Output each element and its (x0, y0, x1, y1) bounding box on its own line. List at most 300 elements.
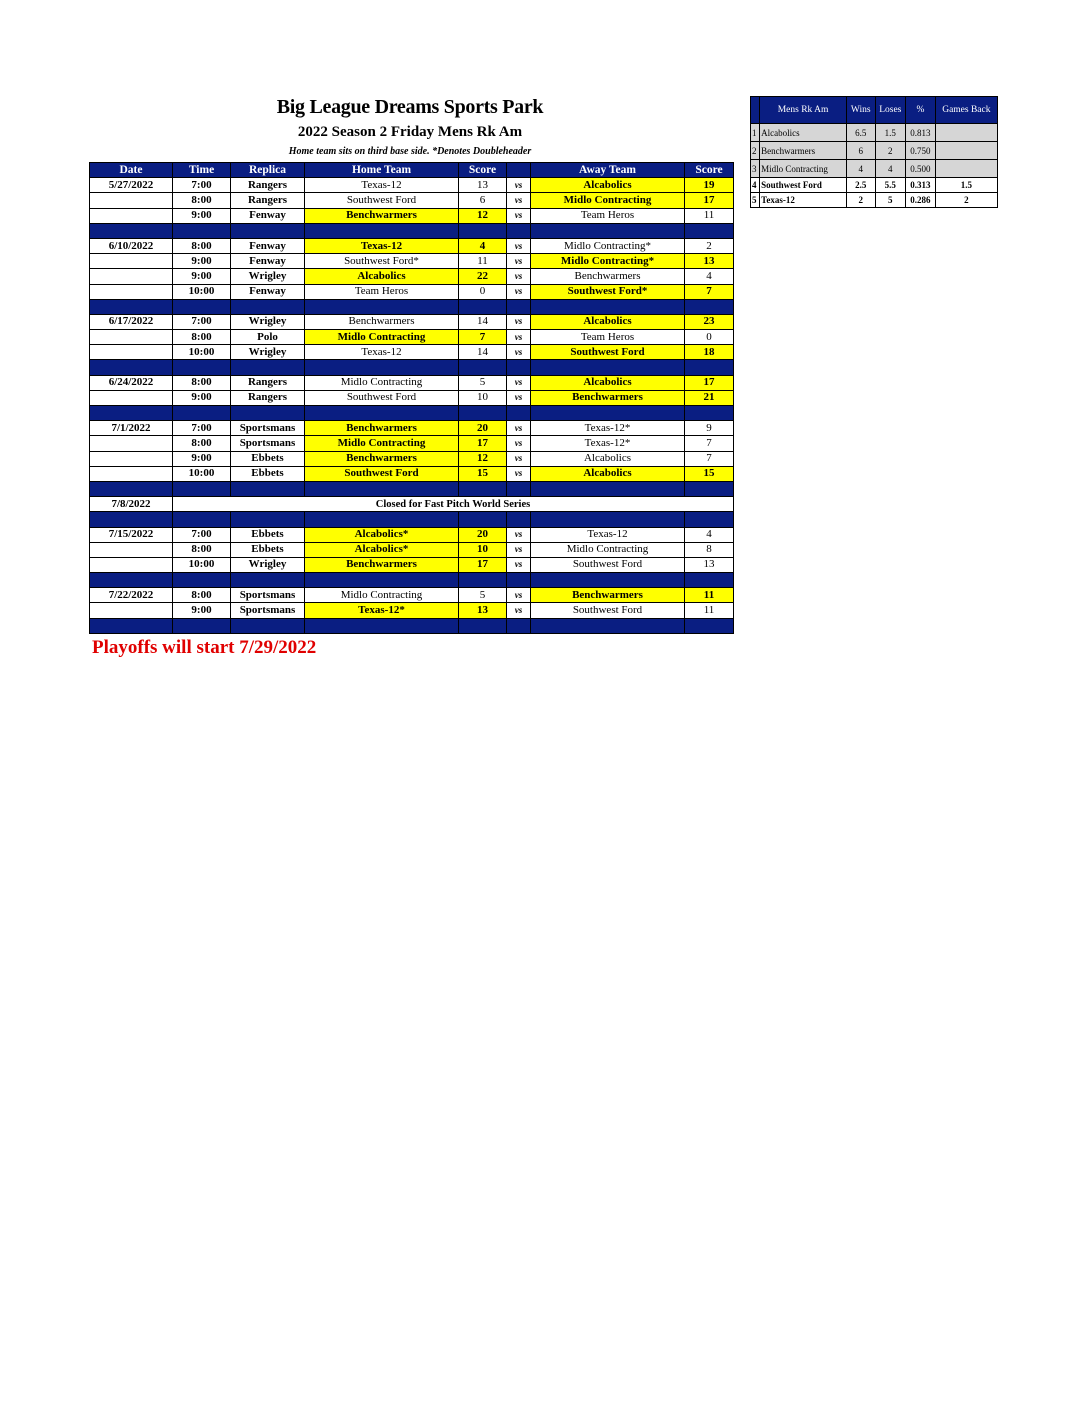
wins-cell: 6.5 (846, 124, 875, 142)
home-score-cell: 11 (459, 254, 507, 269)
vs-cell: vs (507, 466, 531, 481)
pct-cell: 0.286 (906, 193, 936, 208)
vs-cell: vs (507, 527, 531, 542)
separator-cell (685, 573, 734, 588)
home-team-cell: Benchwarmers (305, 314, 459, 329)
separator-cell (173, 618, 231, 633)
separator-cell (231, 618, 305, 633)
pct-cell: 0.500 (906, 160, 936, 178)
separator-cell (507, 512, 531, 527)
date-cell (90, 269, 173, 284)
separator-cell (173, 512, 231, 527)
separator-row (90, 223, 734, 238)
separator-cell (459, 573, 507, 588)
standings-row (751, 160, 998, 178)
schedule-header-row (90, 163, 734, 178)
replica-cell: Fenway (231, 254, 305, 269)
vs-cell: vs (507, 557, 531, 572)
pct-cell: 0.313 (906, 178, 936, 193)
game-row (90, 178, 734, 193)
home-team-cell: Midlo Contracting (305, 330, 459, 345)
team-cell: Midlo Contracting (760, 160, 847, 178)
games-back-cell: 2 (935, 193, 997, 208)
away-team-cell: Midlo Contracting (531, 193, 685, 208)
separator-cell (459, 618, 507, 633)
playoffs-notice: Playoffs will start 7/29/2022 (92, 637, 317, 658)
home-score-cell: 13 (459, 178, 507, 193)
pct-cell: 0.750 (906, 142, 936, 160)
away-team-cell: Texas-12 (531, 527, 685, 542)
home-team-cell: Texas-12 (305, 238, 459, 253)
time-cell: 9:00 (173, 269, 231, 284)
vs-cell: vs (507, 238, 531, 253)
home-team-cell: Team Heros (305, 284, 459, 299)
column-header-away-team: Away Team (531, 163, 685, 178)
away-score-cell: 13 (685, 254, 734, 269)
team-cell: Benchwarmers (760, 142, 847, 160)
date-cell (90, 436, 173, 451)
away-score-cell: 7 (685, 451, 734, 466)
away-team-cell: Team Heros (531, 330, 685, 345)
time-cell: 8:00 (173, 330, 231, 345)
home-team-cell: Benchwarmers (305, 208, 459, 223)
date-cell (90, 330, 173, 345)
separator-cell (459, 406, 507, 421)
home-score-cell: 17 (459, 557, 507, 572)
home-score-cell: 10 (459, 542, 507, 557)
time-cell: 8:00 (173, 375, 231, 390)
away-score-cell: 19 (685, 178, 734, 193)
away-score-cell: 18 (685, 345, 734, 360)
separator-cell (507, 223, 531, 238)
home-team-cell: Southwest Ford (305, 193, 459, 208)
standings-row (751, 142, 998, 160)
time-cell: 10:00 (173, 466, 231, 481)
standings-header-pct: % (906, 97, 936, 124)
separator-cell (507, 406, 531, 421)
separator-cell (531, 618, 685, 633)
date-cell (90, 254, 173, 269)
home-score-cell: 12 (459, 451, 507, 466)
away-team-cell: Midlo Contracting (531, 542, 685, 557)
home-team-cell: Alcabolics* (305, 542, 459, 557)
away-team-cell: Southwest Ford (531, 345, 685, 360)
away-score-cell: 11 (685, 603, 734, 618)
team-cell: Texas-12 (760, 193, 847, 208)
vs-cell: vs (507, 588, 531, 603)
replica-cell: Fenway (231, 238, 305, 253)
replica-cell: Rangers (231, 375, 305, 390)
games-back-cell (935, 142, 997, 160)
separator-cell (305, 618, 459, 633)
vs-cell: vs (507, 436, 531, 451)
game-row (90, 542, 734, 557)
column-header-date: Date (90, 163, 173, 178)
home-score-cell: 14 (459, 345, 507, 360)
separator-row (90, 481, 734, 496)
separator-cell (459, 360, 507, 375)
separator-cell (531, 481, 685, 496)
date-cell (90, 390, 173, 405)
away-team-cell: Midlo Contracting* (531, 238, 685, 253)
home-score-cell: 6 (459, 193, 507, 208)
separator-cell (531, 223, 685, 238)
away-score-cell: 7 (685, 436, 734, 451)
separator-cell (305, 512, 459, 527)
time-cell: 8:00 (173, 588, 231, 603)
away-score-cell: 7 (685, 284, 734, 299)
date-cell: 7/15/2022 (90, 527, 173, 542)
separator-cell (90, 512, 173, 527)
replica-cell: Ebbets (231, 527, 305, 542)
away-team-cell: Benchwarmers (531, 588, 685, 603)
separator-cell (231, 512, 305, 527)
replica-cell: Sportsmans (231, 588, 305, 603)
replica-cell: Rangers (231, 193, 305, 208)
separator-cell (305, 360, 459, 375)
separator-cell (685, 360, 734, 375)
separator-cell (173, 360, 231, 375)
separator-cell (90, 223, 173, 238)
home-score-cell: 22 (459, 269, 507, 284)
date-cell (90, 557, 173, 572)
home-score-cell: 5 (459, 588, 507, 603)
time-cell: 8:00 (173, 238, 231, 253)
game-row (90, 254, 734, 269)
vs-cell: vs (507, 421, 531, 436)
separator-cell (173, 223, 231, 238)
away-score-cell: 2 (685, 238, 734, 253)
standings-row (751, 178, 998, 193)
date-cell (90, 193, 173, 208)
time-cell: 9:00 (173, 254, 231, 269)
time-cell: 9:00 (173, 451, 231, 466)
home-score-cell: 20 (459, 527, 507, 542)
separator-cell (685, 406, 734, 421)
separator-cell (173, 573, 231, 588)
home-team-cell: Southwest Ford (305, 390, 459, 405)
separator-cell (231, 223, 305, 238)
separator-cell (305, 299, 459, 314)
replica-cell: Wrigley (231, 557, 305, 572)
loses-cell: 2 (875, 142, 906, 160)
separator-cell (231, 360, 305, 375)
away-team-cell: Southwest Ford (531, 603, 685, 618)
date-cell (90, 345, 173, 360)
time-cell: 7:00 (173, 421, 231, 436)
wins-cell: 4 (846, 160, 875, 178)
loses-cell: 4 (875, 160, 906, 178)
time-cell: 8:00 (173, 542, 231, 557)
rank-cell: 2 (751, 142, 760, 160)
date-cell: 6/10/2022 (90, 238, 173, 253)
separator-cell (531, 299, 685, 314)
away-team-cell: Alcabolics (531, 178, 685, 193)
separator-cell (305, 406, 459, 421)
game-row (90, 208, 734, 223)
rank-cell: 3 (751, 160, 760, 178)
date-cell: 7/22/2022 (90, 588, 173, 603)
time-cell: 9:00 (173, 208, 231, 223)
home-score-cell: 20 (459, 421, 507, 436)
schedule-note: Home team sits on third base side. *Denotes Doubleheader (288, 146, 532, 157)
time-cell: 7:00 (173, 314, 231, 329)
away-score-cell: 9 (685, 421, 734, 436)
standings-header-loses: Loses (875, 97, 906, 124)
vs-cell: vs (507, 178, 531, 193)
game-row (90, 238, 734, 253)
vs-cell: vs (507, 345, 531, 360)
separator-cell (231, 406, 305, 421)
separator-cell (231, 573, 305, 588)
rank-cell: 1 (751, 124, 760, 142)
away-team-cell: Southwest Ford (531, 557, 685, 572)
date-cell: 7/8/2022 (90, 497, 173, 512)
home-team-cell: Midlo Contracting (305, 588, 459, 603)
vs-cell: vs (507, 284, 531, 299)
time-cell: 9:00 (173, 603, 231, 618)
game-row (90, 269, 734, 284)
vs-cell: vs (507, 269, 531, 284)
time-cell: 8:00 (173, 436, 231, 451)
home-team-cell: Benchwarmers (305, 421, 459, 436)
time-cell: 10:00 (173, 345, 231, 360)
standings-row (751, 124, 998, 142)
separator-cell (305, 223, 459, 238)
column-header-home-score: Score (459, 163, 507, 178)
date-cell (90, 451, 173, 466)
replica-cell: Wrigley (231, 314, 305, 329)
standings-header-division: Mens Rk Am (760, 97, 847, 124)
game-row (90, 390, 734, 405)
column-header-replica: Replica (231, 163, 305, 178)
home-team-cell: Alcabolics* (305, 527, 459, 542)
vs-cell: vs (507, 390, 531, 405)
replica-cell: Sportsmans (231, 421, 305, 436)
separator-row (90, 618, 734, 633)
separator-cell (90, 360, 173, 375)
separator-cell (531, 573, 685, 588)
separator-cell (507, 360, 531, 375)
wins-cell: 2 (846, 193, 875, 208)
separator-cell (305, 573, 459, 588)
separator-row (90, 406, 734, 421)
replica-cell: Rangers (231, 390, 305, 405)
standings-row (751, 193, 998, 208)
separator-row (90, 299, 734, 314)
home-team-cell: Texas-12 (305, 178, 459, 193)
away-score-cell: 8 (685, 542, 734, 557)
standings-header-row (751, 97, 998, 124)
game-row (90, 421, 734, 436)
separator-cell (90, 618, 173, 633)
wins-cell: 6 (846, 142, 875, 160)
standings-header-wins: Wins (846, 97, 875, 124)
home-score-cell: 0 (459, 284, 507, 299)
separator-cell (90, 481, 173, 496)
away-score-cell: 4 (685, 527, 734, 542)
separator-cell (507, 573, 531, 588)
separator-cell (90, 299, 173, 314)
vs-cell: vs (507, 330, 531, 345)
date-cell (90, 208, 173, 223)
vs-cell: vs (507, 193, 531, 208)
column-header-time: Time (173, 163, 231, 178)
away-team-cell: Benchwarmers (531, 269, 685, 284)
separator-cell (305, 481, 459, 496)
away-score-cell: 17 (685, 375, 734, 390)
closed-row (90, 497, 734, 512)
game-row (90, 451, 734, 466)
game-row (90, 588, 734, 603)
replica-cell: Sportsmans (231, 436, 305, 451)
separator-cell (531, 360, 685, 375)
home-score-cell: 17 (459, 436, 507, 451)
separator-cell (685, 618, 734, 633)
column-header-away-score: Score (685, 163, 734, 178)
home-team-cell: Texas-12* (305, 603, 459, 618)
game-row (90, 375, 734, 390)
away-score-cell: 23 (685, 314, 734, 329)
date-cell (90, 603, 173, 618)
pct-cell: 0.813 (906, 124, 936, 142)
separator-row (90, 360, 734, 375)
game-row (90, 345, 734, 360)
date-cell (90, 284, 173, 299)
away-team-cell: Alcabolics (531, 375, 685, 390)
column-header-home-team: Home Team (305, 163, 459, 178)
separator-row (90, 512, 734, 527)
away-score-cell: 21 (685, 390, 734, 405)
team-cell: Southwest Ford (760, 178, 847, 193)
home-score-cell: 12 (459, 208, 507, 223)
loses-cell: 5.5 (875, 178, 906, 193)
game-row (90, 557, 734, 572)
games-back-cell: 1.5 (935, 178, 997, 193)
replica-cell: Wrigley (231, 269, 305, 284)
page-title: Big League Dreams Sports Park (276, 96, 544, 118)
time-cell: 10:00 (173, 557, 231, 572)
game-row (90, 330, 734, 345)
home-score-cell: 4 (459, 238, 507, 253)
date-cell: 5/27/2022 (90, 178, 173, 193)
separator-cell (173, 481, 231, 496)
game-row (90, 466, 734, 481)
home-team-cell: Benchwarmers (305, 557, 459, 572)
home-team-cell: Benchwarmers (305, 451, 459, 466)
vs-cell: vs (507, 542, 531, 557)
away-team-cell: Alcabolics (531, 451, 685, 466)
separator-cell (459, 223, 507, 238)
separator-cell (531, 406, 685, 421)
vs-cell: vs (507, 451, 531, 466)
vs-cell: vs (507, 254, 531, 269)
game-row (90, 284, 734, 299)
time-cell: 8:00 (173, 193, 231, 208)
time-cell: 7:00 (173, 178, 231, 193)
vs-cell: vs (507, 603, 531, 618)
away-team-cell: Benchwarmers (531, 390, 685, 405)
loses-cell: 1.5 (875, 124, 906, 142)
separator-cell (685, 223, 734, 238)
time-cell: 9:00 (173, 390, 231, 405)
home-score-cell: 14 (459, 314, 507, 329)
away-team-cell: Texas-12* (531, 421, 685, 436)
loses-cell: 5 (875, 193, 906, 208)
away-team-cell: Alcabolics (531, 466, 685, 481)
standings-header-games-back: Games Back (935, 97, 997, 124)
away-score-cell: 4 (685, 269, 734, 284)
replica-cell: Sportsmans (231, 603, 305, 618)
column-header-vs (507, 163, 531, 178)
separator-row (90, 573, 734, 588)
away-score-cell: 13 (685, 557, 734, 572)
separator-cell (459, 481, 507, 496)
separator-cell (90, 406, 173, 421)
replica-cell: Fenway (231, 208, 305, 223)
away-score-cell: 0 (685, 330, 734, 345)
games-back-cell (935, 160, 997, 178)
game-row (90, 603, 734, 618)
separator-cell (685, 512, 734, 527)
replica-cell: Ebbets (231, 542, 305, 557)
date-cell: 6/17/2022 (90, 314, 173, 329)
away-team-cell: Texas-12* (531, 436, 685, 451)
separator-cell (685, 299, 734, 314)
replica-cell: Rangers (231, 178, 305, 193)
vs-cell: vs (507, 375, 531, 390)
wins-cell: 2.5 (846, 178, 875, 193)
home-score-cell: 13 (459, 603, 507, 618)
time-cell: 7:00 (173, 527, 231, 542)
home-team-cell: Southwest Ford (305, 466, 459, 481)
date-cell (90, 542, 173, 557)
home-score-cell: 7 (459, 330, 507, 345)
away-team-cell: Alcabolics (531, 314, 685, 329)
replica-cell: Wrigley (231, 345, 305, 360)
rank-cell: 5 (751, 193, 760, 208)
game-row (90, 314, 734, 329)
date-cell: 7/1/2022 (90, 421, 173, 436)
home-team-cell: Midlo Contracting (305, 375, 459, 390)
home-score-cell: 10 (459, 390, 507, 405)
separator-cell (231, 481, 305, 496)
separator-cell (90, 573, 173, 588)
game-row (90, 436, 734, 451)
game-row (90, 527, 734, 542)
time-cell: 10:00 (173, 284, 231, 299)
separator-cell (459, 512, 507, 527)
away-team-cell: Midlo Contracting* (531, 254, 685, 269)
standings-table (750, 96, 998, 208)
replica-cell: Fenway (231, 284, 305, 299)
away-team-cell: Team Heros (531, 208, 685, 223)
home-score-cell: 15 (459, 466, 507, 481)
closed-notice: Closed for Fast Pitch World Series (173, 497, 734, 512)
team-cell: Alcabolics (760, 124, 847, 142)
home-team-cell: Midlo Contracting (305, 436, 459, 451)
separator-cell (685, 481, 734, 496)
date-cell (90, 466, 173, 481)
home-team-cell: Texas-12 (305, 345, 459, 360)
separator-cell (173, 299, 231, 314)
away-team-cell: Southwest Ford* (531, 284, 685, 299)
home-score-cell: 5 (459, 375, 507, 390)
standings-header-rank (751, 97, 760, 124)
vs-cell: vs (507, 314, 531, 329)
separator-cell (531, 512, 685, 527)
separator-cell (173, 406, 231, 421)
